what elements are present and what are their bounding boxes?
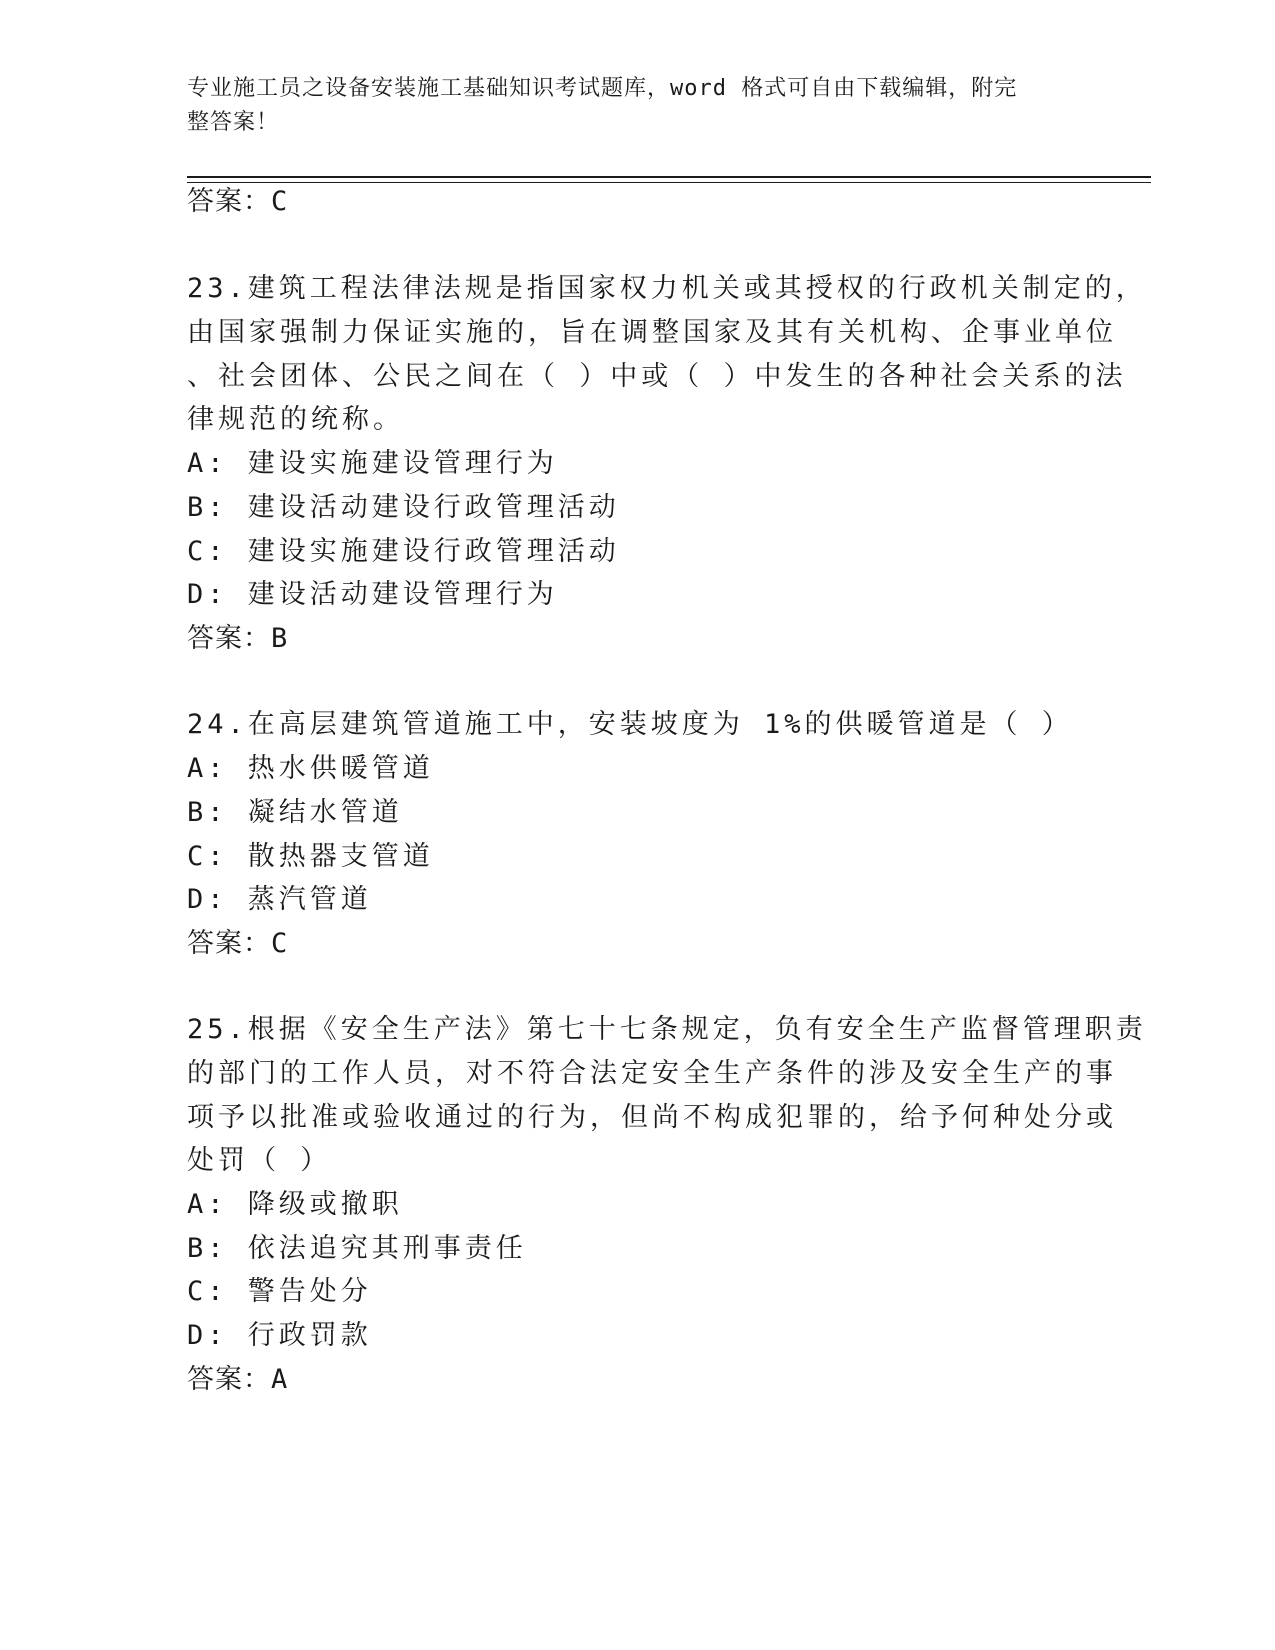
option-b: B: 凝结水管道	[187, 797, 403, 828]
prev-answer	[187, 185, 288, 219]
option-c: C: 建设实施建设行政管理活动	[187, 536, 620, 567]
question-text-line: 24.在高层建筑管道施工中，安装坡度为 1%的供暖管道是（ ）	[187, 709, 1073, 740]
option-a: A: 降级或撤职	[187, 1189, 403, 1220]
answer-value: A	[271, 1364, 289, 1395]
question-text-line: 项予以批准或验收通过的行为，但尚不构成犯罪的，给予何种处分或	[187, 1102, 1117, 1133]
question-text-line: 25.根据《安全生产法》第七十七条规定，负有安全生产监督管理职责	[187, 1014, 1147, 1045]
answer	[187, 1363, 288, 1397]
answer-label: 答案：	[187, 928, 271, 959]
answer-label: 答案：	[187, 1364, 271, 1395]
option-b: B: 依法追究其刑事责任	[187, 1233, 527, 1264]
answer-label: 答案：	[187, 623, 271, 654]
answer-value: B	[271, 623, 289, 654]
option-c: C: 警告处分	[187, 1276, 372, 1307]
header-line-1: 专业施工员之设备安装施工基础知识考试题库，word 格式可自由下载编辑，附完	[187, 76, 1018, 101]
answer-value: C	[271, 928, 289, 959]
option-d: D: 蒸汽管道	[187, 884, 372, 915]
option-b: B: 建设活动建设行政管理活动	[187, 492, 620, 523]
question-text-line: 处罚（ ）	[187, 1145, 332, 1176]
answer-value: C	[271, 186, 289, 217]
header-rule-thin	[187, 182, 1151, 183]
question-text-line: 、社会团体、公民之间在（ ）中或（ ）中发生的各种社会关系的法	[187, 361, 1127, 392]
answer	[187, 622, 288, 656]
answer-label: 答案：	[187, 186, 271, 217]
question-text-line: 由国家强制力保证实施的，旨在调整国家及其有关机构、企事业单位	[187, 317, 1117, 348]
option-d: D: 建设活动建设管理行为	[187, 579, 558, 610]
option-a: A: 建设实施建设管理行为	[187, 448, 558, 479]
document-header	[187, 72, 1067, 140]
question-text-line: 的部门的工作人员，对不符合法定安全生产条件的涉及安全生产的事	[187, 1058, 1117, 1089]
header-line-2: 整答案！	[187, 110, 280, 135]
option-d: D: 行政罚款	[187, 1320, 372, 1351]
option-c: C: 散热器支管道	[187, 841, 434, 872]
header-rule-thick	[187, 176, 1151, 178]
question-text-line: 23.建筑工程法律法规是指国家权力机关或其授权的行政机关制定的，	[187, 273, 1147, 304]
question-text-line: 律规范的统称。	[187, 404, 404, 435]
option-a: A: 热水供暖管道	[187, 753, 434, 784]
answer	[187, 927, 288, 961]
